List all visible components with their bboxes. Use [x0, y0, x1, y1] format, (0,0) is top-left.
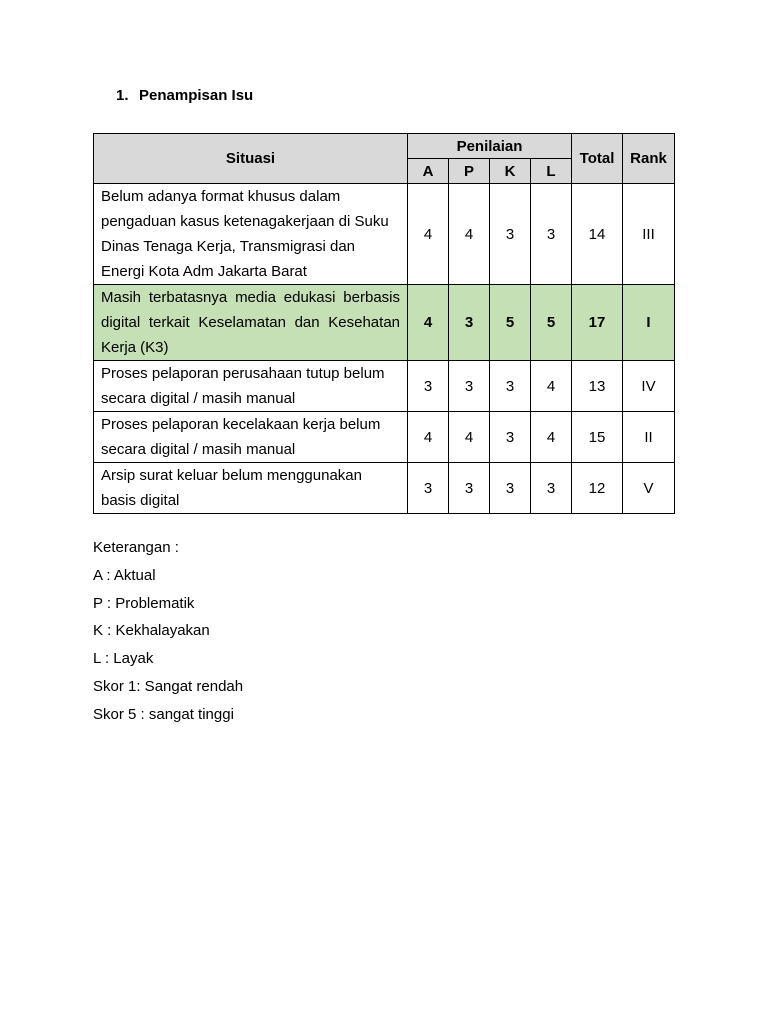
legend-item: P : Problematik: [93, 594, 195, 612]
score-k-cell: 3: [490, 463, 531, 514]
rank-cell: V: [623, 463, 675, 514]
total-cell: 17: [572, 285, 623, 361]
score-l-cell: 4: [531, 412, 572, 463]
total-cell: 15: [572, 412, 623, 463]
header-penilaian: Penilaian: [408, 134, 572, 159]
legend-item: K : Kekhalayakan: [93, 622, 210, 640]
score-a-cell: 3: [408, 361, 449, 412]
score-p-cell: 3: [449, 463, 490, 514]
table-row: [94, 412, 675, 463]
header-rank: Rank: [623, 134, 675, 184]
section-title: Penampisan Isu: [139, 87, 254, 104]
legend-item: L : Layak: [93, 650, 154, 668]
situasi-cell: Proses pelaporan kecelakaan kerja belum secara digital / masih manual: [94, 412, 408, 463]
header-situasi: Situasi: [94, 134, 408, 184]
table-row: [94, 184, 675, 285]
score-l-cell: 3: [531, 463, 572, 514]
score-p-cell: 3: [449, 361, 490, 412]
score-a-cell: 4: [408, 412, 449, 463]
score-k-cell: 5: [490, 285, 531, 361]
score-a-cell: 3: [408, 463, 449, 514]
section-number: 1.: [116, 87, 129, 104]
table-row-highlighted: [94, 285, 675, 361]
score-l-cell: 4: [531, 361, 572, 412]
situasi-cell: Masih terbatasnya media edukasi berbasis digital terkait Keselamatan dan Kesehatan Kerja (K3): [94, 285, 408, 361]
legend-item: A : Aktual: [93, 566, 156, 584]
header-criteria-p: P: [449, 159, 490, 184]
score-k-cell: 3: [490, 361, 531, 412]
score-p-cell: 4: [449, 184, 490, 285]
rank-cell: III: [623, 184, 675, 285]
table-row: [94, 361, 675, 412]
situasi-cell: Proses pelaporan perusahaan tutup belum secara digital / masih manual: [94, 361, 408, 412]
score-k-cell: 3: [490, 184, 531, 285]
total-cell: 13: [572, 361, 623, 412]
header-criteria-l: L: [531, 159, 572, 184]
score-p-cell: 3: [449, 285, 490, 361]
score-l-cell: 3: [531, 184, 572, 285]
rank-cell: IV: [623, 361, 675, 412]
score-p-cell: 4: [449, 412, 490, 463]
legend: [93, 536, 243, 731]
score-a-cell: 4: [408, 184, 449, 285]
total-cell: 14: [572, 184, 623, 285]
legend-item: Skor 5 : sangat tinggi: [93, 705, 234, 723]
score-k-cell: 3: [490, 412, 531, 463]
total-cell: 12: [572, 463, 623, 514]
legend-item: Skor 1: Sangat rendah: [93, 677, 244, 695]
header-criteria-k: K: [490, 159, 531, 184]
score-a-cell: 4: [408, 285, 449, 361]
rank-cell: I: [623, 285, 675, 361]
header-total-label: Total: [579, 150, 615, 167]
table-row: [94, 463, 675, 514]
section-heading: [116, 87, 253, 104]
header-criteria-a: A: [408, 159, 449, 184]
legend-title: Keterangan :: [93, 539, 179, 556]
situasi-cell: Arsip surat keluar belum menggunakan basis digital: [94, 463, 408, 514]
rank-cell: II: [623, 412, 675, 463]
header-total: [572, 134, 623, 184]
issue-screening-table: [93, 133, 675, 514]
situasi-cell: Belum adanya format khusus dalam pengaduan kasus ketenagakerjaan di Suku Dinas Tenaga Kerja, Transmigrasi dan Energi Kota Adm Jakarta Barat: [94, 184, 408, 285]
score-l-cell: 5: [531, 285, 572, 361]
